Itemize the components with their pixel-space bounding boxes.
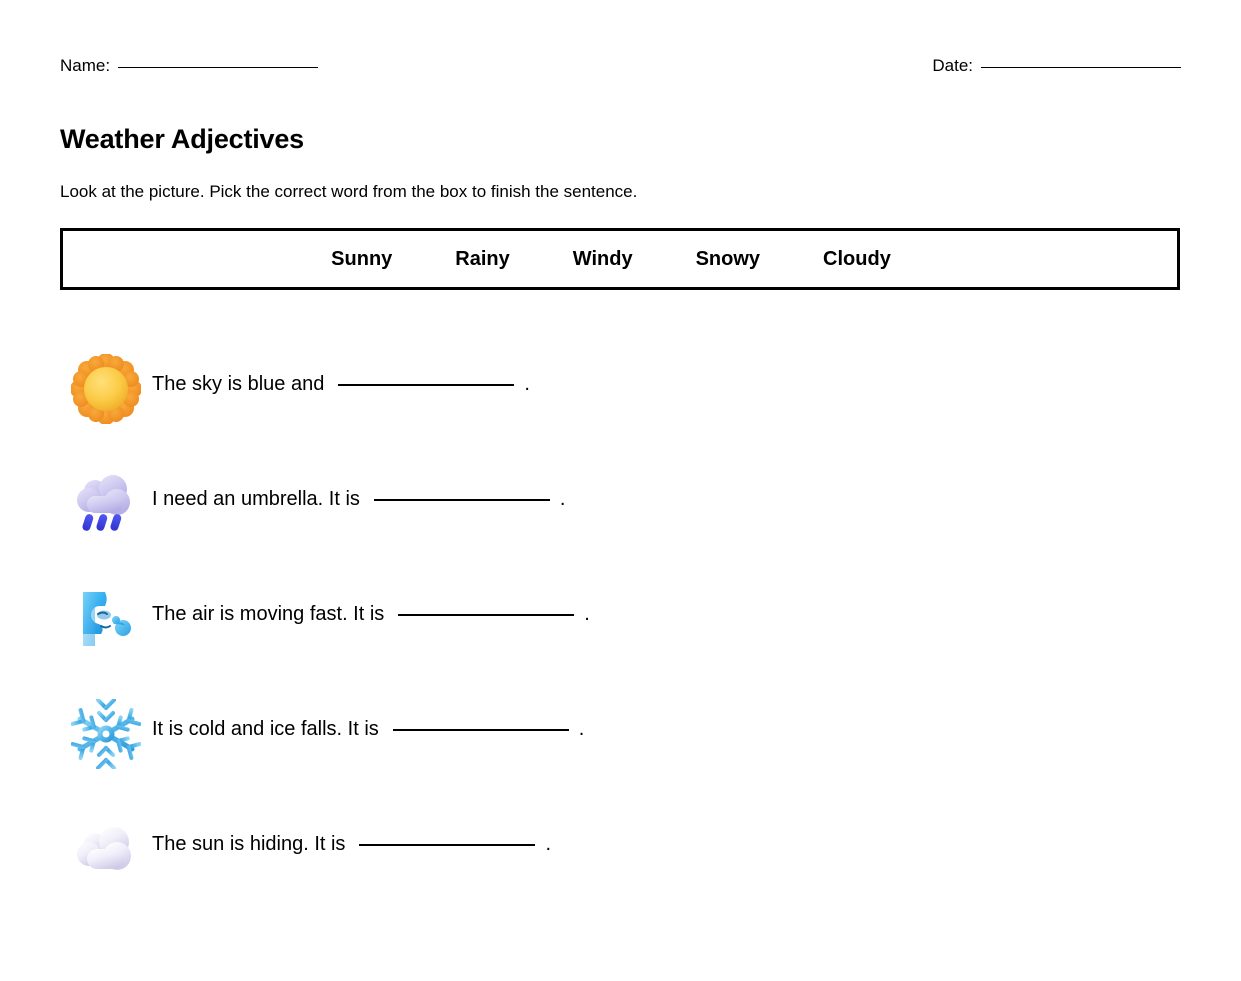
question-list: [60, 353, 1201, 928]
question-punctuation: .: [524, 373, 530, 395]
answer-blank[interactable]: [398, 614, 574, 616]
sun-icon: [60, 353, 152, 425]
name-field-group: [60, 56, 318, 76]
question-punctuation: .: [584, 603, 590, 625]
answer-blank[interactable]: [338, 384, 514, 386]
wind-face-icon: [60, 583, 152, 655]
question-sentence: The air is moving fast. It is: [152, 603, 385, 625]
word-bank-item[interactable]: Cloudy: [823, 248, 891, 270]
question-text-group: [152, 353, 530, 397]
word-bank-item[interactable]: Rainy: [455, 248, 510, 270]
date-field-group: [932, 56, 1181, 76]
rain-cloud-icon: [60, 468, 152, 540]
question-text-group: [152, 698, 584, 742]
question-row: [60, 698, 1201, 813]
name-label: Name:: [60, 56, 111, 75]
instructions-text: Look at the picture. Pick the correct word from the box to finish the sentence.: [60, 182, 638, 201]
word-bank-box: [60, 228, 1180, 290]
answer-blank[interactable]: [393, 729, 569, 731]
name-write-line[interactable]: [118, 67, 318, 68]
word-bank-item[interactable]: Snowy: [695, 248, 761, 270]
question-sentence: The sky is blue and: [152, 373, 325, 395]
question-row: [60, 583, 1201, 698]
date-label: Date:: [932, 56, 973, 75]
answer-blank[interactable]: [374, 499, 550, 501]
question-sentence: The sun is hiding. It is: [152, 833, 346, 855]
question-row: [60, 813, 1201, 928]
word-bank-item[interactable]: Sunny: [331, 248, 393, 270]
question-row: [60, 353, 1201, 468]
question-sentence: It is cold and ice falls. It is: [152, 718, 379, 740]
cloud-icon: [60, 813, 152, 885]
worksheet-header: [60, 56, 1181, 76]
question-row: [60, 468, 1201, 583]
snowflake-icon: [60, 698, 152, 770]
word-bank-item[interactable]: Windy: [572, 248, 633, 270]
question-punctuation: .: [559, 488, 566, 510]
date-write-line[interactable]: [981, 67, 1181, 68]
word-bank-list: [331, 247, 891, 271]
page-title: Weather Adjectives: [60, 124, 305, 154]
question-text-group: [152, 468, 565, 512]
question-punctuation: .: [545, 833, 551, 855]
question-sentence: I need an umbrella. It is: [152, 488, 360, 510]
question-text-group: [152, 813, 551, 857]
question-text-group: [152, 583, 590, 627]
answer-blank[interactable]: [359, 844, 535, 846]
question-punctuation: .: [578, 718, 585, 740]
